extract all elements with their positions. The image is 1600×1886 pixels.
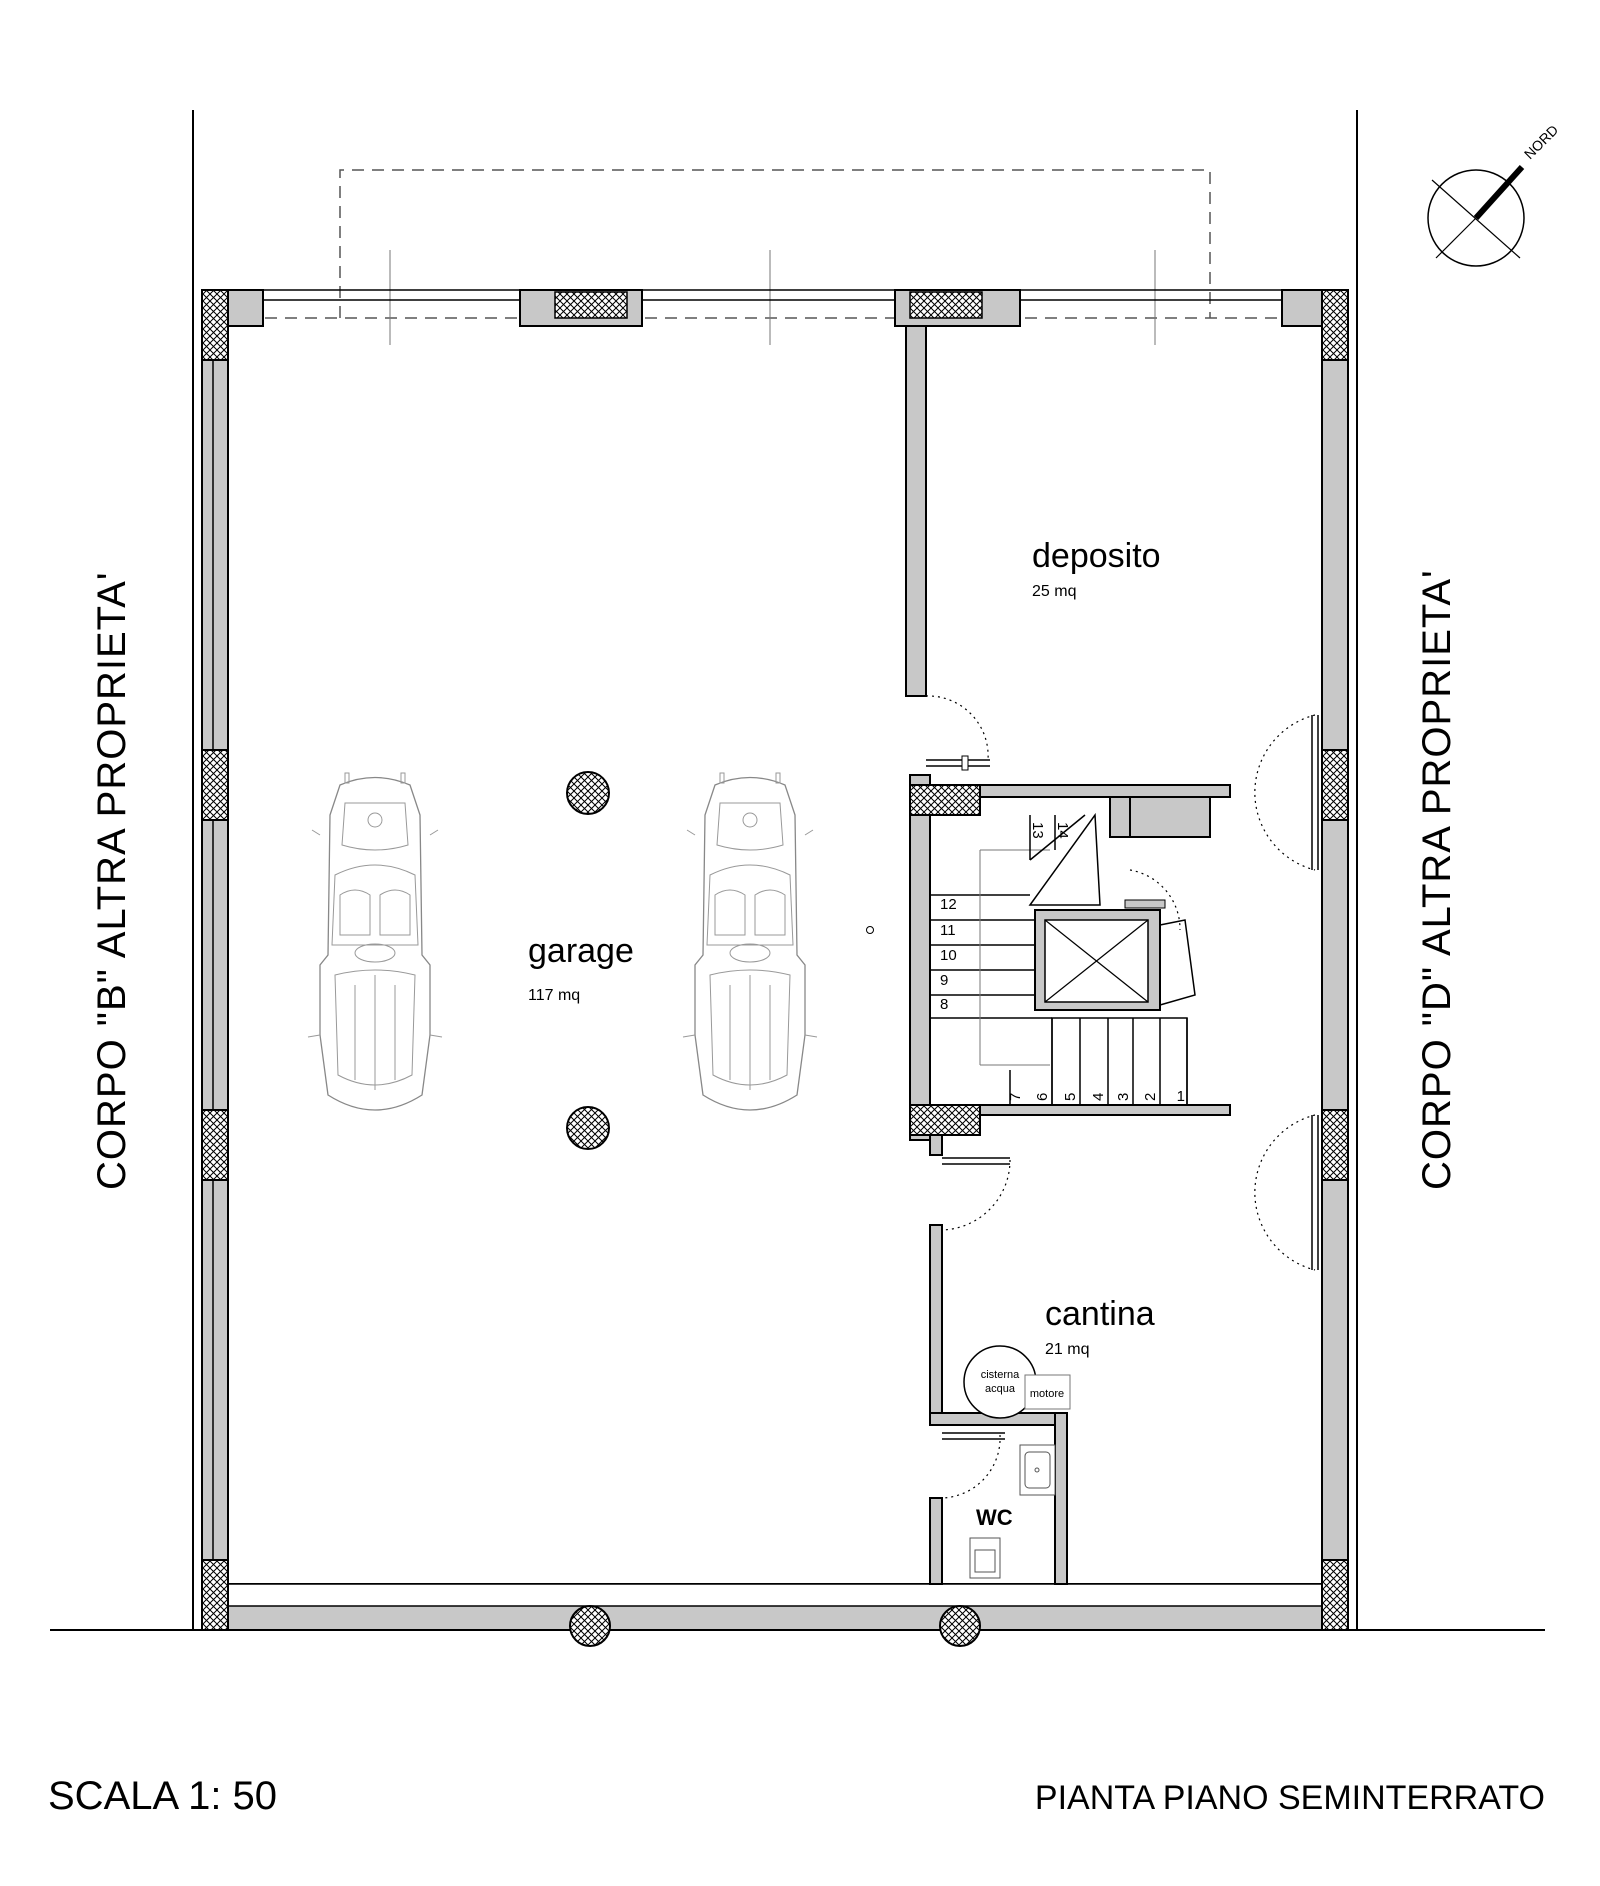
- toilet-icon: [970, 1538, 1000, 1578]
- room-name-wc: WC: [976, 1505, 1013, 1530]
- step-number: 1: [1176, 1088, 1185, 1105]
- upper-floor-outline: [340, 170, 1210, 318]
- step-number: 5: [1062, 1092, 1079, 1101]
- neighbor-label-left: CORPO "B" ALTRA PROPRIETA': [90, 571, 134, 1190]
- cistern-label: cisterna: [980, 1369, 1020, 1381]
- step-number: 2: [1142, 1092, 1159, 1101]
- room-area-cantina: 21 mq: [1045, 1341, 1090, 1358]
- north-label: NORD: [1520, 121, 1562, 163]
- neighbor-label-right: CORPO "D" ALTRA PROPRIETA': [1415, 569, 1459, 1190]
- step-number: 10: [940, 947, 957, 964]
- step-number: 9: [940, 972, 949, 989]
- room-name-cantina: cantina: [1045, 1295, 1155, 1333]
- column-icon: [567, 1107, 609, 1149]
- step-number: 14: [1054, 822, 1071, 839]
- elevator-icon: [1035, 900, 1195, 1010]
- scale-label: SCALA 1: 50: [48, 1774, 278, 1818]
- step-number: 3: [1115, 1092, 1132, 1101]
- step-number: 13: [1029, 822, 1046, 839]
- motor-label: motore: [1029, 1388, 1065, 1400]
- cistern-label: acqua: [985, 1383, 1015, 1395]
- north-arrow-icon: [1428, 122, 1561, 266]
- step-number: 7: [1007, 1092, 1024, 1101]
- room-area-garage: 117 mq: [528, 987, 581, 1004]
- column-icon: [567, 772, 609, 814]
- car-icon: [683, 773, 817, 1110]
- step-number: 8: [940, 996, 949, 1013]
- sink-icon: [1020, 1445, 1055, 1495]
- room-name-garage: garage: [528, 932, 634, 970]
- step-number: 12: [940, 896, 957, 913]
- car-icon: [308, 773, 442, 1110]
- room-name-deposito: deposito: [1032, 537, 1161, 575]
- drawing-title: PIANTA PIANO SEMINTERRATO: [1034, 1779, 1545, 1817]
- step-number: 6: [1034, 1092, 1051, 1101]
- room-area-deposito: 25 mq: [1032, 583, 1077, 600]
- step-number: 4: [1090, 1092, 1107, 1101]
- step-number: 11: [940, 922, 956, 939]
